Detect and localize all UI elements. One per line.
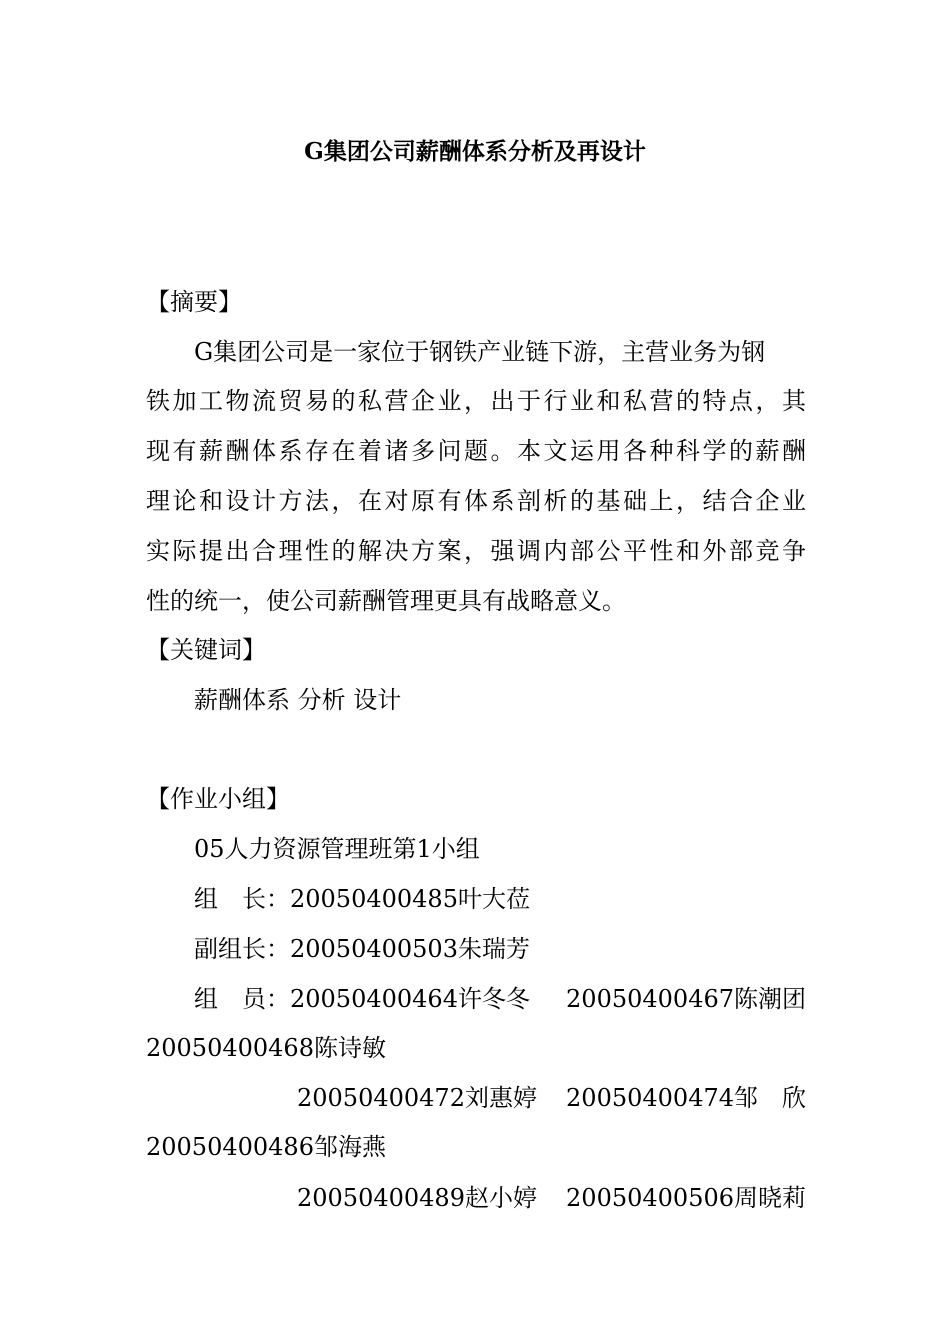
abstract-line-1: G集团公司是一家位于钢铁产业链下游，主营业务为钢 <box>194 338 766 366</box>
members-label: 组 员： <box>194 985 290 1013</box>
leader-label: 组 长： <box>194 885 290 913</box>
group-members-row-3 <box>297 1181 806 1215</box>
member-5: 20050400474邹 欣 <box>566 1084 806 1112</box>
group-heading: 【作业小组】 <box>146 785 290 813</box>
abstract-line-5: 实际提出合理性的解决方案，强调内部公平性和外部竞争 <box>146 537 806 565</box>
abstract-line-6: 性的统一，使公司薪酬管理更具有战略意义。 <box>146 587 626 615</box>
member-2: 20050400467陈潮团 <box>566 985 806 1013</box>
member-4: 20050400472刘惠婷 <box>297 1084 537 1112</box>
abstract-heading: 【摘要】 <box>146 288 242 316</box>
abstract-line-4: 理论和设计方法，在对原有体系剖析的基础上，结合企业 <box>146 487 806 515</box>
member-8: 20050400506周晓莉 <box>566 1184 806 1212</box>
keywords-heading: 【关键词】 <box>146 636 266 664</box>
member-7: 20050400489赵小婷 <box>297 1184 537 1212</box>
group-members-row-2 <box>297 1081 806 1115</box>
member-3: 20050400468陈诗敏 <box>146 1034 386 1062</box>
leader-name: 20050400485叶大莅 <box>290 885 530 913</box>
abstract-line-3: 现有薪酬体系存在着诸多问题。本文运用各种科学的薪酬 <box>146 437 806 465</box>
group-members-row-1 <box>194 982 806 1016</box>
vice-label: 副组长： <box>194 935 290 963</box>
member-1: 20050400464许冬冬 <box>290 985 530 1013</box>
group-leader-row <box>194 882 530 916</box>
document-title: G集团公司薪酬体系分析及再设计 <box>304 138 646 165</box>
vice-name: 20050400503朱瑞芳 <box>290 935 530 963</box>
member-6: 20050400486邹海燕 <box>146 1133 386 1161</box>
abstract-line-2: 铁加工物流贸易的私营企业，出于行业和私营的特点，其 <box>146 387 806 415</box>
group-vice-row <box>194 932 530 966</box>
group-class-name: 05人力资源管理班第1小组 <box>194 835 480 863</box>
members-label-entry <box>194 982 530 1016</box>
keywords-text: 薪酬体系 分析 设计 <box>194 686 402 714</box>
